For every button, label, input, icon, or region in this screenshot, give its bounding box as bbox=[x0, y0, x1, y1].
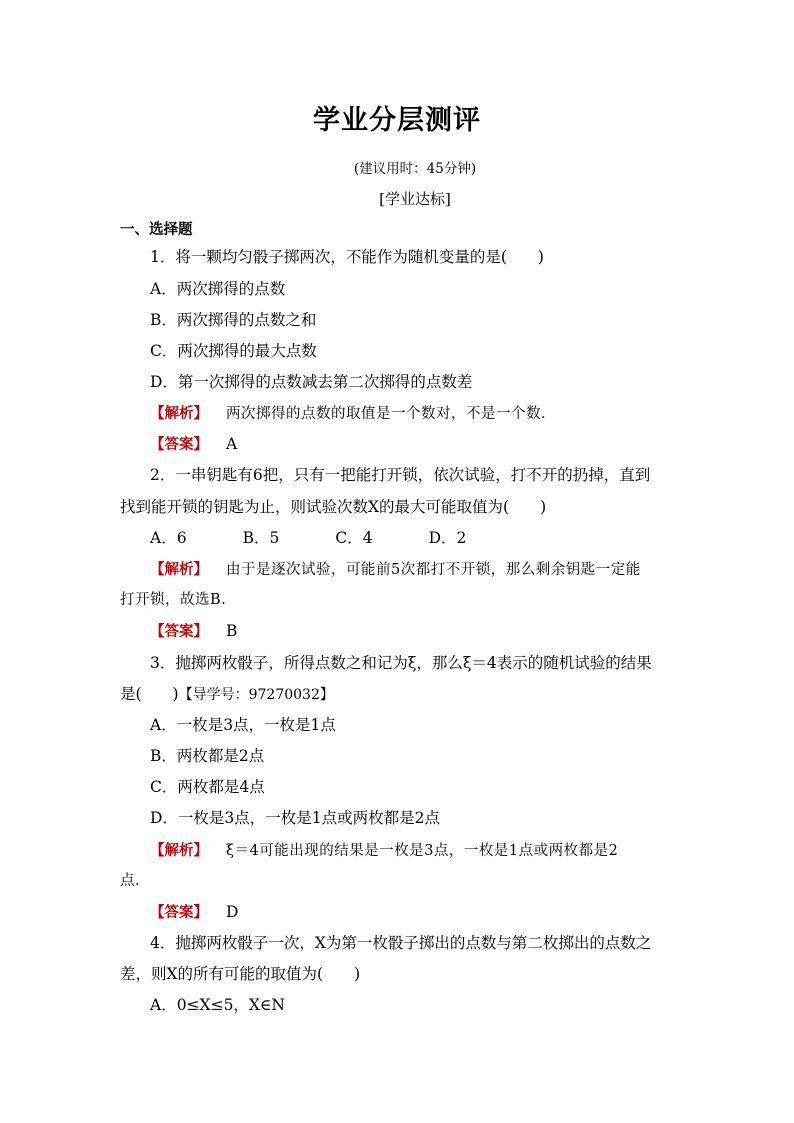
part-heading: 一、选择题 bbox=[120, 222, 193, 238]
question-1-option-d: D．第一次掷得的点数减去第二次掷得的点数差 bbox=[150, 373, 473, 391]
question-3-analysis-line-1 bbox=[150, 840, 618, 861]
question-2-analysis-line-1 bbox=[150, 559, 641, 580]
question-1-stem: 1．将一颗均匀骰子掷两次，不能作为随机变量的是( ) bbox=[150, 248, 544, 266]
page-title: 学业分层测评 bbox=[313, 105, 481, 136]
analysis-label: 【解析】 bbox=[150, 406, 208, 422]
answer-label: 【答案】 bbox=[150, 437, 208, 453]
question-3-analysis-line-2: 点． bbox=[120, 873, 150, 889]
answer-value: D bbox=[226, 903, 239, 921]
guide-number: 【导学号：97270032】 bbox=[178, 687, 334, 703]
question-4-option-a: A．0≤X≤5，X∈N bbox=[150, 996, 285, 1014]
question-4-stem-line-2: 差，则X的所有可能的取值为( ) bbox=[120, 965, 361, 983]
question-3-option-c: C．两枚都是4点 bbox=[150, 778, 265, 796]
answer-label: 【答案】 bbox=[150, 624, 208, 640]
analysis-label: 【解析】 bbox=[150, 562, 208, 578]
question-3-stem-line-1: 3．抛掷两枚骰子，所得点数之和记为ξ，那么ξ＝4表示的随机试验的结果 bbox=[150, 654, 652, 672]
question-1-option-b: B．两次掷得的点数之和 bbox=[150, 311, 317, 329]
question-1-analysis bbox=[150, 403, 556, 424]
question-3-answer bbox=[150, 902, 238, 923]
analysis-text: ξ＝4可能出现的结果是一枚是3点，一枚是1点或两枚都是2 bbox=[226, 843, 619, 859]
question-1-answer bbox=[150, 434, 237, 455]
question-3-stem-text: 是( ) bbox=[120, 685, 179, 703]
question-4-stem-line-1: 4．抛掷两枚骰子一次，X为第一枚骰子掷出的点数与第二枚掷出的点数之 bbox=[150, 934, 652, 952]
question-2-option-d: D．2 bbox=[428, 529, 467, 547]
question-2-stem-line-1: 2．一串钥匙有6把，只有一把能打开锁，依次试验，打不开的扔掉，直到 bbox=[150, 466, 651, 484]
analysis-text: 两次掷得的点数的取值是一个数对，不是一个数． bbox=[226, 406, 556, 422]
question-2-option-a: A．6 bbox=[150, 529, 187, 547]
question-3-option-a: A．一枚是3点，一枚是1点 bbox=[150, 716, 336, 734]
question-2-option-c: C．4 bbox=[335, 529, 373, 547]
question-1-option-c: C．两次掷得的最大点数 bbox=[150, 342, 317, 360]
analysis-label: 【解析】 bbox=[150, 843, 208, 859]
question-3-option-d: D．一枚是3点，一枚是1点或两枚都是2点 bbox=[150, 809, 441, 827]
question-3-option-b: B．两枚都是2点 bbox=[150, 747, 265, 765]
answer-value: B bbox=[226, 622, 238, 640]
answer-label: 【答案】 bbox=[150, 905, 208, 921]
time-note: (建议用时：45分钟) bbox=[353, 161, 477, 177]
section-tag: [学业达标] bbox=[379, 190, 451, 208]
analysis-text: 由于是逐次试验，可能前5次都打不开锁，那么剩余钥匙一定能 bbox=[226, 562, 641, 578]
question-3-stem-line-2 bbox=[120, 684, 334, 705]
question-2-option-b: B．5 bbox=[242, 529, 280, 547]
question-1-option-a: A．两次掷得的点数 bbox=[150, 280, 286, 298]
question-2-answer bbox=[150, 621, 237, 642]
question-2-options bbox=[150, 528, 466, 548]
question-2-analysis-line-2: 打开锁，故选B. bbox=[120, 592, 227, 608]
answer-value: A bbox=[226, 435, 238, 453]
question-2-stem-line-2: 找到能开锁的钥匙为止，则试验次数X的最大可能取值为( ) bbox=[120, 498, 547, 516]
